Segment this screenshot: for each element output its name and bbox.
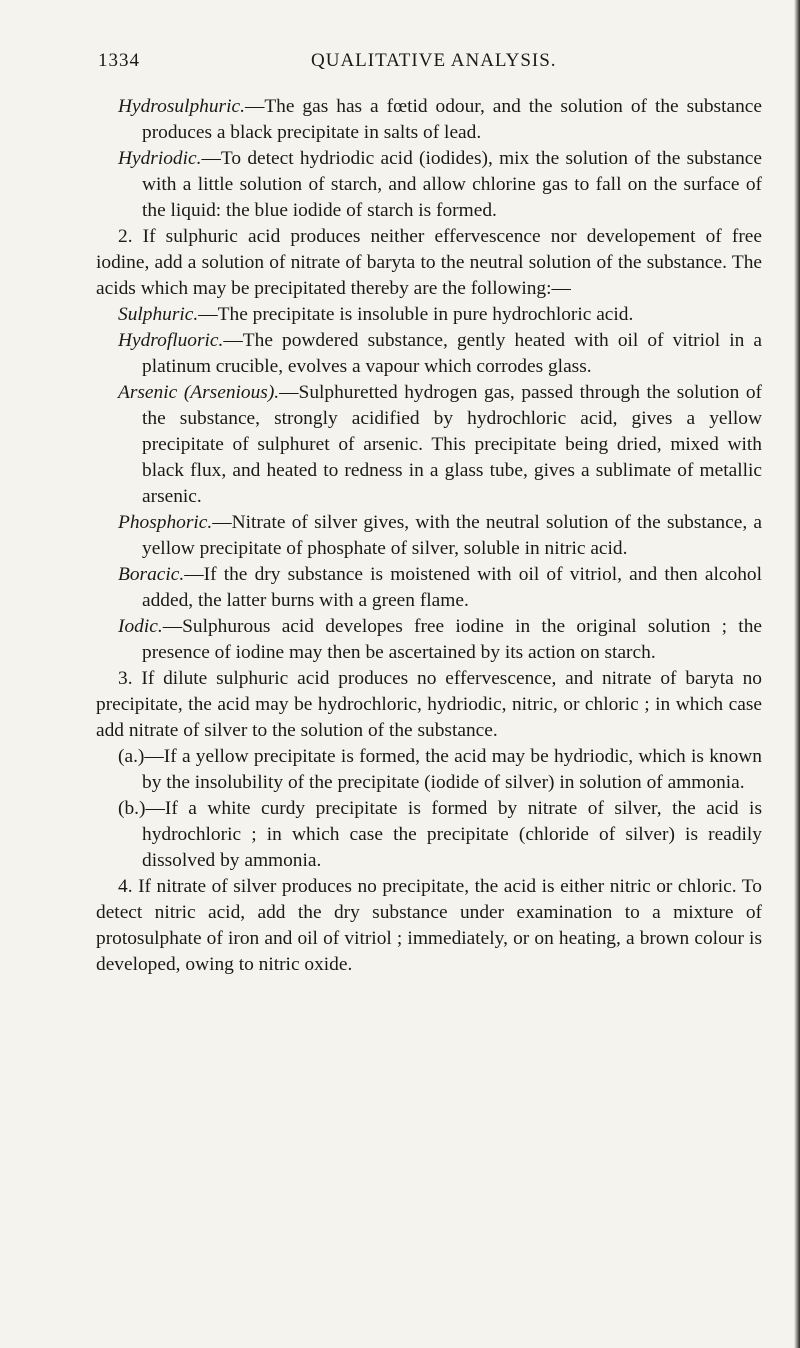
page-number: 1334 <box>98 50 140 71</box>
case-label: (b.) <box>118 798 146 819</box>
phosphoric-entry <box>96 510 762 562</box>
entry-term: Hydrosulphuric. <box>118 96 245 117</box>
entry-term: Hydriodic. <box>118 148 202 169</box>
entry-text: —Sulphurous acid developes free iodine in the original solution ; the presence of iodine may then be ascertained by its action on starch. <box>142 616 762 663</box>
entry-text: —The gas has a fœtid odour, and the solution of the substance produces a black precipitate in salts of lead. <box>142 96 762 143</box>
entry-term: Hydrofluoric. <box>118 330 224 351</box>
running-title: QUALITATIVE ANALYSIS. <box>311 50 557 71</box>
entry-text: —To detect hydriodic acid (iodides), mix the solution of the substance with a little solution of starch, and allow chlorine gas to fall on the surface of the liquid: the blue iodide of starch is formed. <box>142 148 762 221</box>
case-b <box>96 796 762 874</box>
entry-term: Sulphuric. <box>118 304 199 325</box>
section-2: 2. If sulphuric acid produces neither effervescence nor developement of free iodine, add a solution of nitrate of baryta to the neutral solution of the substance. The acids which may be precipitated thereby are the following:— <box>96 226 762 299</box>
entry-text: —The powdered substance, gently heated with oil of vitriol in a platinum crucible, evolves a vapour which corrodes glass. <box>142 330 762 377</box>
entry-term: Arsenic (Arsenious). <box>118 382 280 403</box>
iodic-entry <box>96 614 762 666</box>
section-4: 4. If nitrate of silver produces no precipitate, the acid is either nitric or chloric. To detect nitric acid, add the dry substance under examination to a mixture of protosulphate of iron and oil of vitriol ; immediately, or on heating, a brown colour is developed, owing to nitric oxide. <box>96 876 762 975</box>
hydrofluoric-entry <box>96 328 762 380</box>
entry-text: —Sulphuretted hydrogen gas, passed through the solution of the substance, strongly acidified by hydrochloric acid, gives a yellow precipitate of sulphuret of arsenic. This precipitate being dried, mixed with black flux, and heated to redness in a glass tube, gives a sublimate of metallic arsenic. <box>142 382 763 507</box>
boracic-entry <box>96 562 762 614</box>
arsenic-entry <box>96 380 762 510</box>
page-edge-shadow <box>794 0 800 1348</box>
entry-text: —The precipitate is insoluble in pure hydrochloric acid. <box>198 304 634 325</box>
case-label: (a.) <box>118 746 145 767</box>
case-a <box>96 744 762 796</box>
hydriodic-entry <box>96 146 762 224</box>
entry-text: —Nitrate of silver gives, with the neutral solution of the substance, a yellow precipitate of phosphate of silver, soluble in nitric acid. <box>142 512 762 559</box>
entry-term: Boracic. <box>118 564 185 585</box>
entry-text: —If the dry substance is moistened with oil of vitriol, and then alcohol added, the latter burns with a green flame. <box>142 564 762 611</box>
entry-term: Phosphoric. <box>118 512 213 533</box>
entry-term: Iodic. <box>118 616 163 637</box>
case-text: —If a white curdy precipitate is formed by nitrate of silver, the acid is hydrochloric ; in which case the precipitate (chloride of silver) is readily dissolved by ammonia. <box>142 798 762 871</box>
page-header <box>98 50 770 80</box>
case-text: —If a yellow precipitate is formed, the acid may be hydriodic, which is known by the insolubility of the precipitate (iodide of silver) in solution of ammonia. <box>142 746 762 793</box>
page-body <box>96 94 762 978</box>
section-3: 3. If dilute sulphuric acid produces no effervescence, and nitrate of baryta no precipitate, the acid may be hydrochloric, hydriodic, nitric, or chloric ; in which case add nitrate of silver to the solution of the substance. <box>96 668 762 741</box>
hydrosulphuric-entry <box>96 94 762 146</box>
sulphuric-entry <box>96 302 762 328</box>
